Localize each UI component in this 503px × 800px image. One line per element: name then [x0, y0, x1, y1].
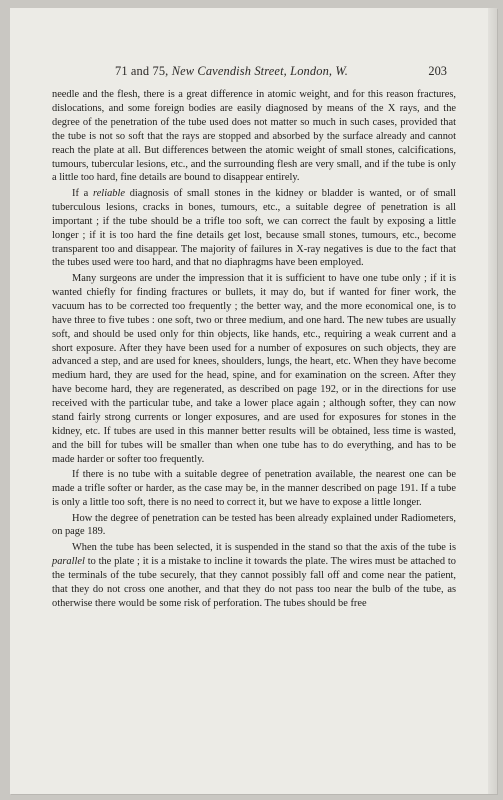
page-number: 203	[428, 64, 447, 78]
italic-phrase: reliable	[93, 187, 125, 199]
paragraph	[52, 272, 456, 467]
paragraph	[52, 512, 456, 540]
paragraph	[52, 187, 456, 270]
text-run: If there is no tube with a suitable degree of penetration available, the nearest one can be made a trifle softer or harder, as the case may be, in the manner described on page 191. If a tube is only a little too soft, there is no need to correct it, but we have to expose a little longer.	[52, 469, 456, 509]
running-head	[60, 64, 403, 79]
text-run: When the tube has been selected, it is suspended in the stand so that the axis of the tube is	[72, 541, 456, 553]
book-page	[10, 8, 497, 794]
paragraph	[52, 541, 456, 611]
page-edge	[488, 8, 497, 794]
italic-phrase: parallel	[52, 555, 85, 567]
text-run: Many surgeons are under the impression that it is sufficient to have one tube only ; if it is wanted chiefly for finding fractures or bullets, it may do, but if wanted for finer work, the vacuum has to be corrected too frequently ; the better way, and the more economical one, is to have three to five tubes : one soft, two or three medium, and one hard. The new tubes are usually soft, and should be used only for thin objects, like hands, etc., requiring a weak current and a short exposure. After they have been used for a number of exposures on such objects, they are advanced a step, and are used for knees, shoulders, lungs, the heart, etc. When they have become medium hard, they are used for the head, spine, and for examination on the screen. After they have become hard, they are regenerated, as described on page 192, or in the directions for use received with the particular tube, and take a lower place again ; although softer, they can now stand fairly strong currents or longer exposures, and are used for exposures for stones in the kidney, etc. If tubes are used in this manner better results will be obtained, less time is wasted, and the bill for tubes will be smaller than when one tube has to do everything, and has to be made harder or softer too frequently.	[52, 272, 456, 465]
running-head-number: 71 and 75,	[114, 64, 169, 78]
text-run: If a	[72, 187, 94, 199]
text-run: to the plate ; it is a mistake to incline it towards the plate. The wires must be attached to the terminals of the tube securely, that they cannot possibly fall off and come near the patient, that they do not cross one another, and that they do not pass too near the bulb of the tube, as otherwise there would be some risk of perforation. The tubes should be free	[52, 555, 456, 609]
paragraph	[52, 88, 456, 185]
text-run: How the degree of penetration can be tested has been already explained under Radiometers, on page 189.	[52, 512, 456, 538]
text-run: diagnosis of small stones in the kidney or bladder is wanted, or of small tuberculous lesions, cracks in bones, tumours, etc., a suitable degree of penetration is all important ; if the tube should be a trifle too soft, we can correct the fault by exposing a little longer ; if it is too hard the fine details get lost, because small stones, tumours, etc., become transparent too and disappear. The majority of failures in X-ray negatives is due to the fact that the tubes used were too hard, and that no diaphragms have been employed.	[52, 187, 456, 269]
running-head-street: New Cavendish Street, London, W.	[171, 64, 349, 78]
text-run: needle and the flesh, there is a great difference in atomic weight, and for this reason fractures, dislocations, and some foreign bodies are easily diagnosed by means of the X rays, and the degree of the penetration of the tube used does not matter so much in such cases, provided that the tube is not so soft that the rays are stopped and absorbed by the surface already and cannot reach the plate at all. But differences between the atomic weight of small stones, calcifications, tumours, tubercular lesions, etc., and the surrounding flesh are very small, and if the tube is only a little too hard, fine details are bound to disappear entirely.	[52, 89, 456, 184]
paragraph	[52, 468, 456, 510]
body-text	[52, 88, 456, 612]
page-header	[60, 64, 447, 82]
